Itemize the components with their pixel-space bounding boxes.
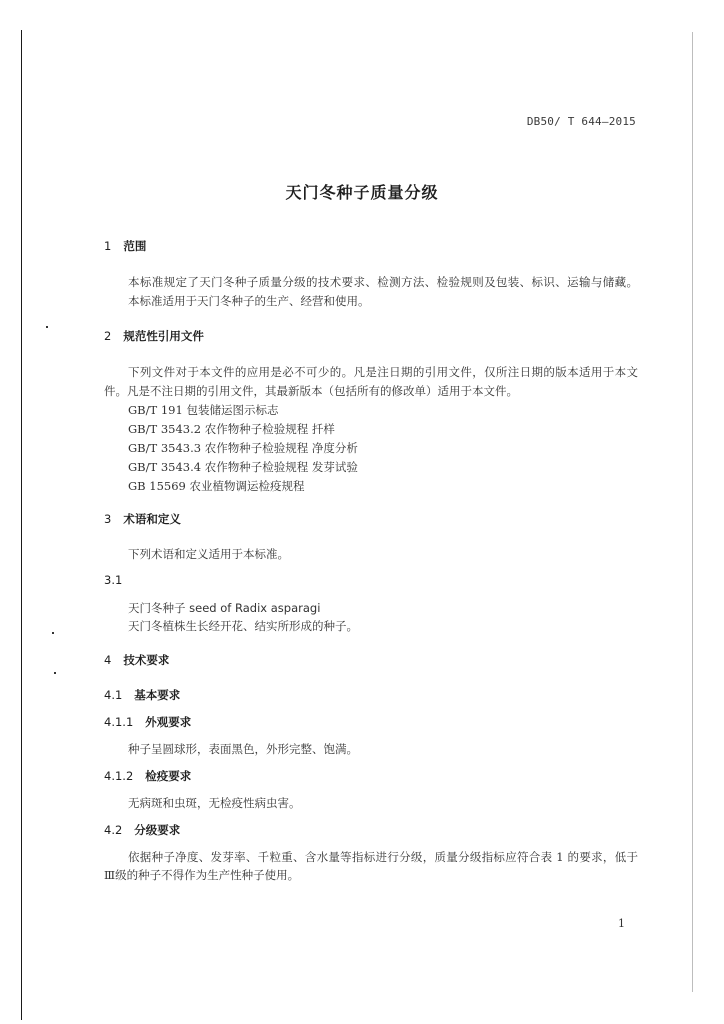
section-title: 范围 bbox=[123, 239, 147, 253]
reference-item: GB/T 191 包装储运图示标志 bbox=[128, 403, 279, 417]
term-entry: 天门冬种子 seed of Radix asparagi bbox=[128, 601, 321, 615]
section-number: 1 bbox=[104, 239, 112, 253]
section-title: 技术要求 bbox=[123, 653, 170, 667]
references-intro-line-2: 件。凡是不注日期的引用文件，其最新版本（包括所有的修改单）适用于本文件。 bbox=[104, 384, 518, 398]
subsection-3-1-number: 3.1 bbox=[104, 573, 123, 587]
scope-paragraph-1: 本标准规定了天门冬种子质量分级的技术要求、检测方法、检验规则及包装、标识、运输与储藏。 bbox=[128, 275, 638, 289]
section-title: 术语和定义 bbox=[123, 512, 181, 526]
reference-item: GB 15569 农业植物调运检疫规程 bbox=[128, 479, 305, 493]
grading-requirement-line-2: Ⅲ级的种子不得作为生产性种子使用。 bbox=[104, 868, 300, 882]
references-intro-line-1: 下列文件对于本文件的应用是必不可少的。凡是注日期的引用文件，仅所注日期的版本适用于本文 bbox=[128, 365, 638, 379]
appearance-requirement-text: 种子呈圆球形，表面黑色，外形完整、饱满。 bbox=[128, 742, 358, 756]
scan-speck bbox=[46, 326, 48, 328]
terms-intro: 下列术语和定义适用于本标准。 bbox=[128, 547, 289, 561]
page-number: 1 bbox=[618, 917, 625, 930]
reference-item: GB/T 3543.2 农作物种子检验规程 扦样 bbox=[128, 422, 335, 436]
section-number: 4.1 bbox=[104, 688, 123, 702]
subsection-4-1-2-heading bbox=[104, 768, 191, 784]
section-title: 外观要求 bbox=[145, 715, 192, 729]
section-title: 分级要求 bbox=[134, 823, 181, 837]
section-title: 规范性引用文件 bbox=[123, 329, 204, 343]
scope-paragraph-2: 本标准适用于天门冬种子的生产、经营和使用。 bbox=[128, 294, 370, 308]
section-number: 4.1.1 bbox=[104, 715, 134, 729]
section-title: 检疫要求 bbox=[145, 769, 192, 783]
subsection-4-1-1-heading bbox=[104, 714, 191, 730]
section-1-heading bbox=[104, 238, 146, 254]
grading-requirement-line-1: 依据种子净度、发芽率、千粒重、含水量等指标进行分级，质量分级指标应符合表 1 的要求，低于 bbox=[128, 850, 638, 864]
section-number: 4.2 bbox=[104, 823, 123, 837]
section-number: 3 bbox=[104, 512, 112, 526]
subsection-4-2-heading bbox=[104, 822, 180, 838]
section-3-heading bbox=[104, 511, 181, 527]
section-number: 4.1.2 bbox=[104, 769, 134, 783]
section-number: 2 bbox=[104, 329, 112, 343]
quarantine-requirement-text: 无病斑和虫斑，无检疫性病虫害。 bbox=[128, 796, 301, 810]
reference-item: GB/T 3543.4 农作物种子检验规程 发芽试验 bbox=[128, 460, 358, 474]
section-title: 基本要求 bbox=[134, 688, 181, 702]
scan-speck bbox=[54, 672, 56, 674]
scan-border-right bbox=[692, 32, 693, 992]
section-4-heading bbox=[104, 652, 169, 668]
standard-number: DB50/ T 644—2015 bbox=[526, 115, 636, 128]
document-title: 天门冬种子质量分级 bbox=[285, 183, 439, 202]
section-number: 4 bbox=[104, 653, 112, 667]
term-definition: 天门冬植株生长经开花、结实所形成的种子。 bbox=[128, 619, 358, 633]
scan-speck bbox=[52, 632, 54, 634]
section-2-heading bbox=[104, 328, 204, 344]
reference-item: GB/T 3543.3 农作物种子检验规程 净度分析 bbox=[128, 441, 358, 455]
subsection-4-1-heading bbox=[104, 687, 180, 703]
scan-border-left bbox=[21, 30, 22, 1020]
